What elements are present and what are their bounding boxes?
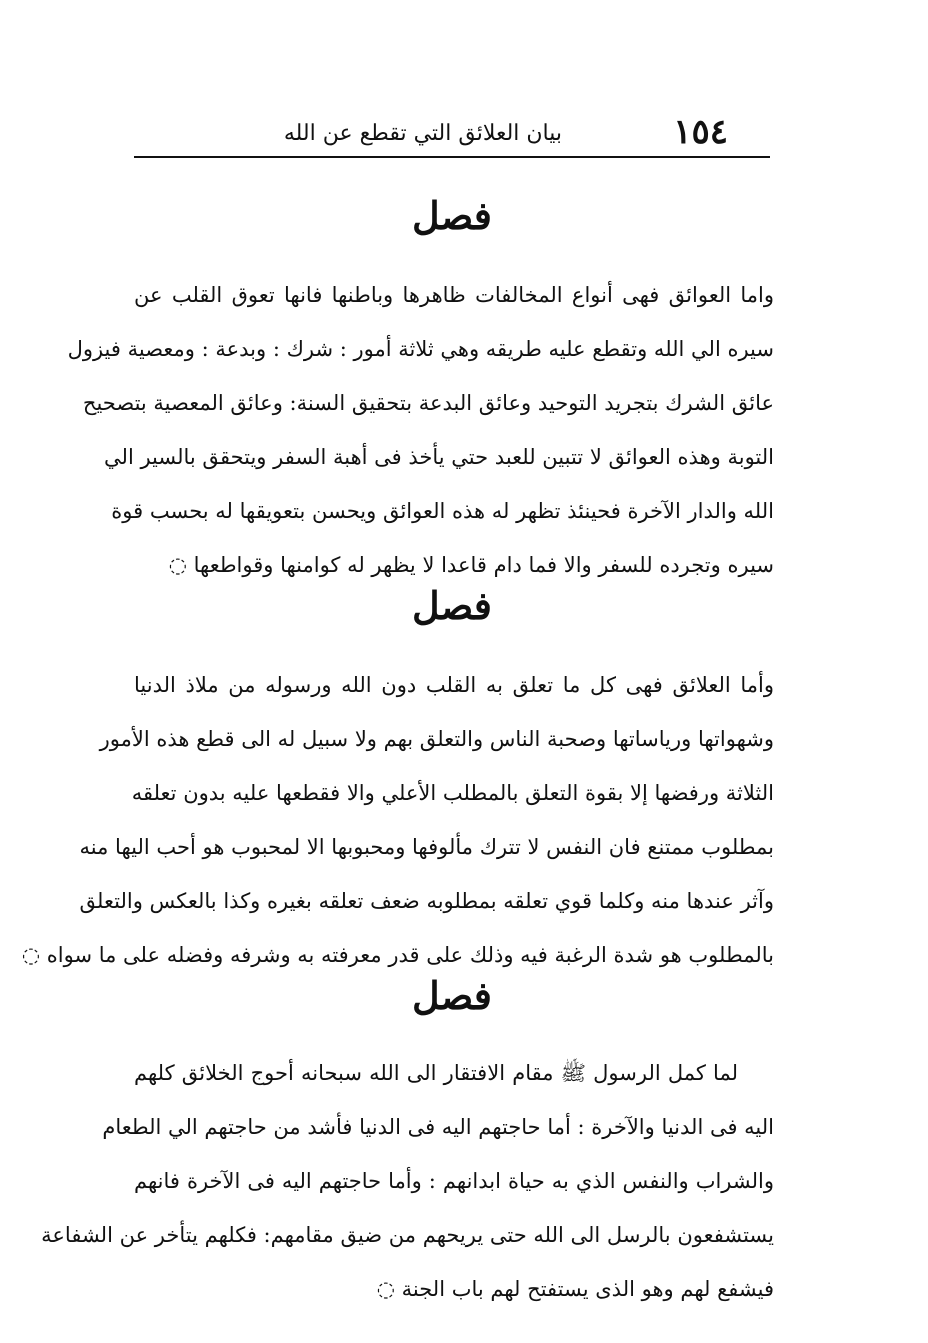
text-line: سيره الي الله وتقطع عليه طريقه وهي ثلاثة أمور : شرك : وبدعة : ومعصية فيزول xyxy=(67,337,774,361)
page-number: ١٥٤ xyxy=(673,112,728,152)
section-heading: فصل xyxy=(412,193,492,238)
running-title: بيان العلائق التي تقطع عن الله xyxy=(283,121,562,146)
text-line: بالمطلوب هو شدة الرغبة فيه وذلك على قدر معرفته به وشرفه وفضله على ما سواه ◌ xyxy=(21,943,774,967)
section-paragraph xyxy=(21,658,774,982)
text-line: يستشفعون بالرسل الى الله حتى يريحهم من ضيق مقامهم: فكلهم يتأخر عن الشفاعة xyxy=(41,1223,774,1247)
text-line: لما كمل الرسول ﷺ مقام الافتقار الى الله سبحانه أحوج الخلائق كلهم xyxy=(134,1061,738,1085)
text-line: بمطلوب ممتنع فان النفس لا تترك مألوفها ومحبوبها الا لمحبوب هو أحب اليها منه xyxy=(79,835,774,859)
text-line: سيره وتجرده للسفر والا فما دام قاعدا لا يظهر له كوامنها وقواطعها ◌ xyxy=(168,553,774,577)
text-line: الله والدار الآخرة فحينئذ تظهر له هذه العوائق ويحسن بتعويقها له بحسب قوة xyxy=(111,499,774,523)
text-line: عائق الشرك بتجريد التوحيد وعائق البدعة بتحقيق السنة: وعائق المعصية بتصحيح xyxy=(82,391,774,415)
text-line: اليه فى الدنيا والآخرة : أما حاجتهم اليه فى الدنيا فأشد من حاجتهم الي الطعام xyxy=(102,1115,774,1139)
text-line: والشراب والنفس الذي به حياة ابدانهم : وأما حاجتهم اليه فى الآخرة فانهم xyxy=(134,1169,774,1193)
section-heading: فصل xyxy=(412,583,492,628)
text-line: وشهواتها ورياساتها وصحبة الناس والتعلق بهم ولا سبيل له الى قطع هذه الأمور xyxy=(99,727,774,751)
section-paragraph xyxy=(67,268,774,592)
section-paragraph xyxy=(41,1046,774,1316)
text-line: واما العوائق فهى أنواع المخالفات ظاهرها وباطنها فانها تعوق القلب عن xyxy=(134,283,774,307)
text-line: وآثر عندها منه وكلما قوي تعلقه بمطلوبه ضعف تعلقه بغيره وكذا بالعكس والتعلق xyxy=(79,889,774,913)
text-line: فيشفع لهم وهو الذى يستفتح لهم باب الجنة ◌ xyxy=(376,1277,774,1301)
text-line: الثلاثة ورفضها إلا بقوة التعلق بالمطلب الأعلي والا فقطعها عليه بدون تعلقه xyxy=(131,781,774,805)
page-header xyxy=(134,112,770,158)
section-heading: فصل xyxy=(412,973,492,1018)
text-line: وأما العلائق فهى كل ما تعلق به القلب دون الله ورسوله من ملاذ الدنيا xyxy=(134,673,774,697)
text-line: التوبة وهذه العوائق لا تتبين للعبد حتي يأخذ فى أهبة السفر ويتحقق بالسير الي xyxy=(104,445,774,469)
